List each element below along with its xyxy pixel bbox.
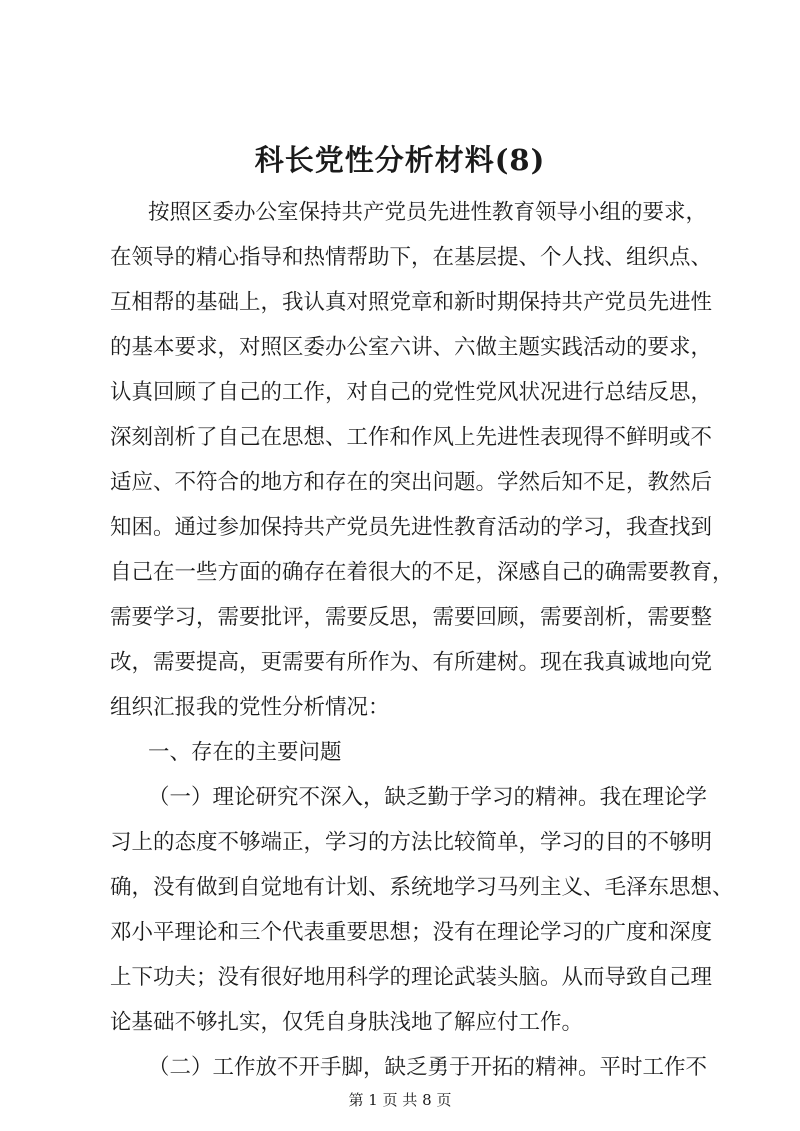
paragraph-line: （二）工作放不开手脚，缺乏勇于开拓的精神。平时工作不 xyxy=(148,1055,708,1080)
paragraph-line: 习上的态度不够端正，学习的方法比较简单，学习的目的不够明 xyxy=(110,830,713,855)
paragraph-line: 需要学习，需要批评，需要反思，需要回顾，需要剖析，需要整 xyxy=(110,605,713,630)
paragraph-line: 互相帮的基础上，我认真对照党章和新时期保持共产党员先进性 xyxy=(110,290,713,315)
paragraph-line: 按照区委办公室保持共产党员先进性教育领导小组的要求， xyxy=(148,200,708,225)
paragraph-line: 上下功夫；没有很好地用科学的理论武装头脑。从而导致自己理 xyxy=(110,965,713,990)
document-title: 科长党性分析材料(8) xyxy=(254,143,546,177)
page-footer: 第 1 页 共 8 页 xyxy=(348,1091,452,1109)
paragraph-line: 知困。通过参加保持共产党员先进性教育活动的学习，我查找到 xyxy=(110,515,713,540)
paragraph-line: 适应、不符合的地方和存在的突出问题。学然后知不足，教然后 xyxy=(110,470,713,495)
paragraph-line: 深刻剖析了自己在思想、工作和作风上先进性表现得不鲜明或不 xyxy=(110,425,713,450)
section-heading: 一、存在的主要问题 xyxy=(148,740,342,765)
paragraph-line: （一）理论研究不深入，缺乏勤于学习的精神。我在理论学 xyxy=(148,785,708,810)
paragraph-line: 邓小平理论和三个代表重要思想；没有在理论学习的广度和深度 xyxy=(110,920,713,945)
paragraph-line: 确，没有做到自觉地有计划、系统地学习马列主义、毛泽东思想、 xyxy=(110,875,734,900)
paragraph-line: 自己在一些方面的确存在着很大的不足，深感自己的确需要教育， xyxy=(110,560,734,585)
paragraph-line: 论基础不够扎实，仅凭自身肤浅地了解应付工作。 xyxy=(110,1010,584,1035)
paragraph-line: 在领导的精心指导和热情帮助下，在基层提、个人找、组织点、 xyxy=(110,245,713,270)
paragraph-line: 的基本要求，对照区委办公室六讲、六做主题实践活动的要求， xyxy=(110,335,713,360)
paragraph-line: 组织汇报我的党性分析情况： xyxy=(110,695,390,720)
paragraph-line: 改，需要提高，更需要有所作为、有所建树。现在我真诚地向党 xyxy=(110,650,713,675)
paragraph-line: 认真回顾了自己的工作，对自己的党性党风状况进行总结反思， xyxy=(110,380,713,405)
